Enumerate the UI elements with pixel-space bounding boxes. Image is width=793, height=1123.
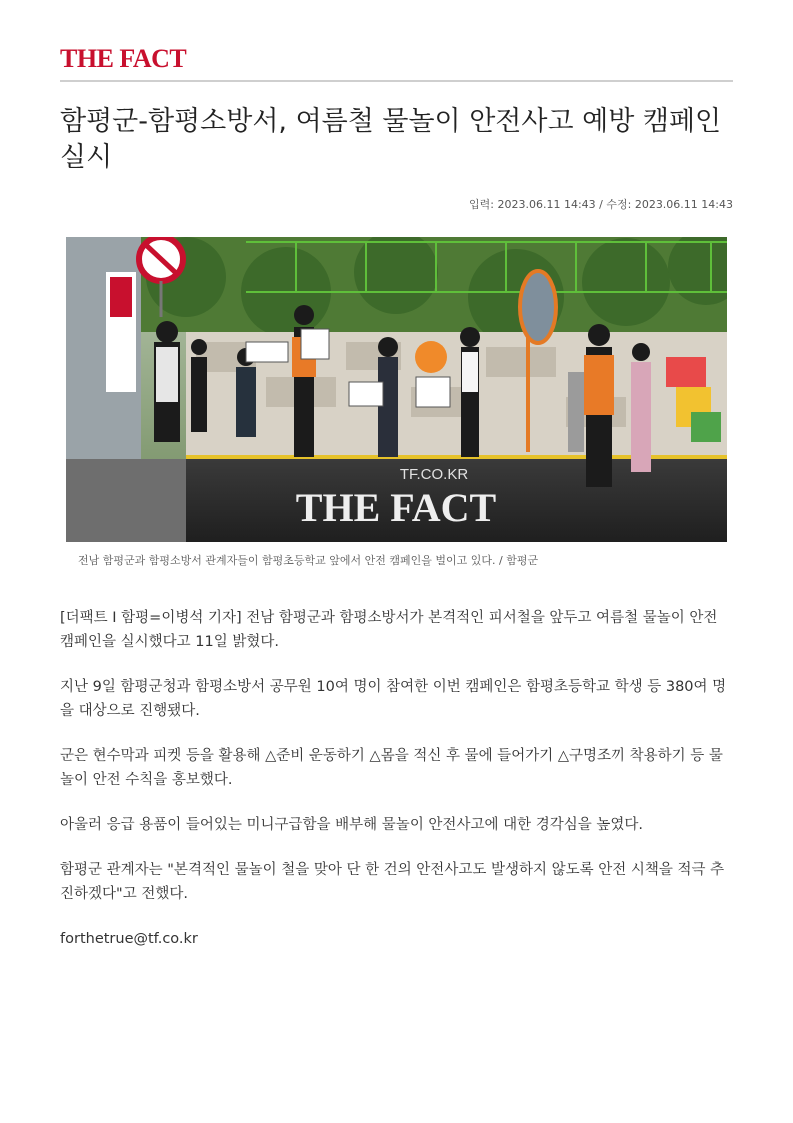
article-body	[60, 606, 733, 972]
article-timestamp: 입력: 2023.06.11 14:43 / 수정: 2023.06.11 14:43	[469, 198, 733, 211]
reporter-email[interactable]: forthetrue@tf.co.kr	[60, 931, 198, 947]
article-paragraph: 지난 9일 함평군청과 함평소방서 공무원 10여 명이 참여한 이번 캠페인은 함평초등학교 학생 등 380여 명을 대상으로 진행됐다.	[60, 679, 727, 719]
photo-watermark-logo: THE FACT	[295, 485, 497, 530]
article-title: 함평군-함평소방서, 여름철 물놀이 안전사고 예방 캠페인 실시	[60, 106, 722, 173]
article-photo	[66, 237, 727, 542]
article-paragraph: 함평군 관계자는 "본격적인 물놀이 철을 맞아 단 한 건의 안전사고도 발생하지 않도록 안전 시책을 적극 추진하겠다"고 전했다.	[60, 862, 725, 902]
photo-watermark-small: TF.CO.KR	[399, 466, 469, 483]
article-paragraph: 아울러 응급 용품이 들어있는 미니구급함을 배부해 물놀이 안전사고에 대한 경각심을 높였다.	[60, 817, 643, 833]
header-divider	[60, 80, 733, 82]
site-logo[interactable]: THE FACT	[60, 44, 187, 73]
photo-caption: 전남 함평군과 함평소방서 관계자들이 함평초등학교 앞에서 안전 캠페인을 벌이고 있다. / 함평군	[78, 554, 539, 567]
article-paragraph: 군은 현수막과 피켓 등을 활용해 △준비 운동하기 △몸을 적신 후 물에 들어가기 △구명조끼 착용하기 등 물놀이 안전 수칙을 홍보했다.	[60, 748, 723, 788]
article-paragraph: [더팩트 I 함평=이병석 기자] 전남 함평군과 함평소방서가 본격적인 피서철을 앞두고 여름철 물놀이 안전 캠페인을 실시했다고 11일 밝혔다.	[60, 610, 718, 650]
